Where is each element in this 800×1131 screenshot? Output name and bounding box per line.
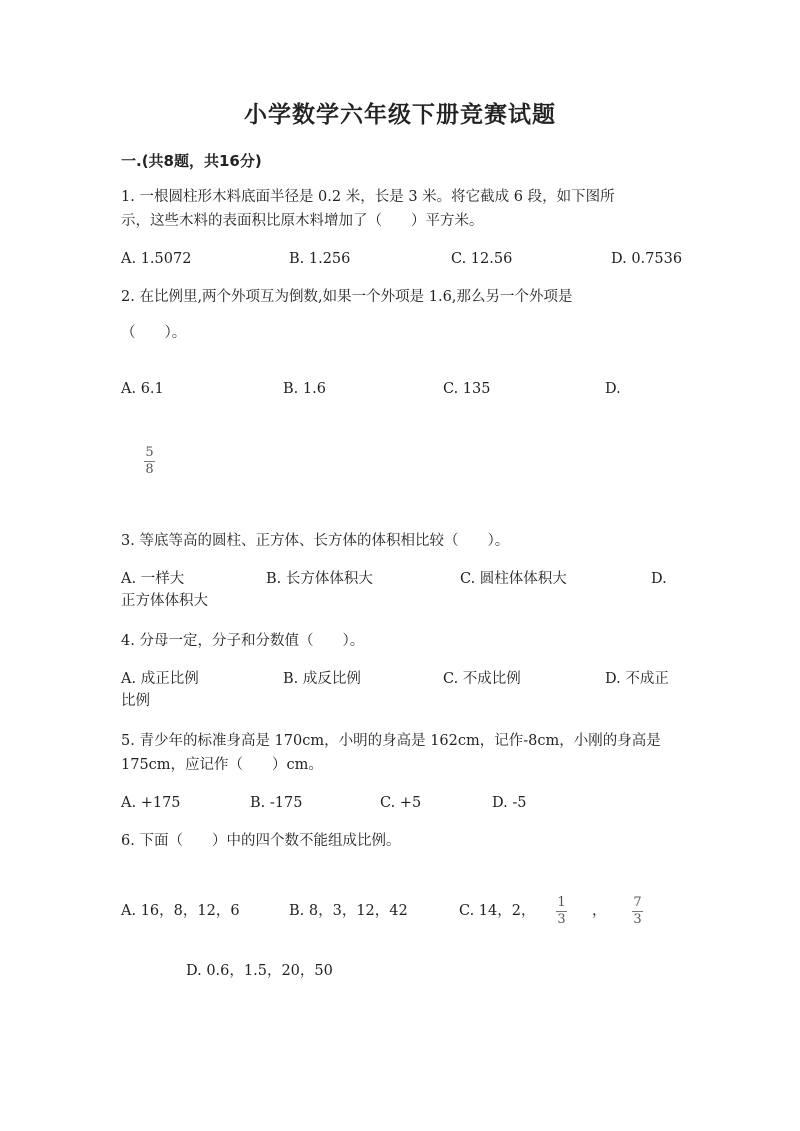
question-6-option-a: A. 16，8，12，6	[121, 903, 240, 919]
question-3-option-c: C. 圆柱体体积大	[460, 571, 567, 587]
section-heading: 一.(共8题，共16分)	[121, 152, 262, 170]
question-4-option-b: B. 成反比例	[283, 671, 361, 687]
question-1-line-2: 示，这些木料的表面积比原木料增加了（ ）平方米。	[121, 213, 484, 229]
fraction-numerator: 5	[145, 445, 154, 460]
question-5-option-c: C. +5	[380, 795, 422, 811]
question-3-option-a: A. 一样大	[121, 571, 185, 587]
question-4-option-d-continued: 比例	[121, 693, 150, 709]
question-1-option-d: D. 0.7536	[611, 251, 683, 267]
question-2-option-b: B. 1.6	[283, 381, 326, 397]
question-6-option-c-fraction-2	[632, 896, 643, 927]
fraction-denominator: 3	[633, 912, 642, 927]
question-6-option-c-separator: ，	[592, 903, 607, 919]
question-6-option-c-fraction-1	[556, 896, 567, 927]
question-6-option-d: D. 0.6，1.5，20，50	[186, 963, 333, 979]
question-5-option-b: B. -175	[250, 795, 303, 811]
question-5-option-a: A. +175	[121, 795, 181, 811]
question-1-line-1: 1. 一根圆柱形木料底面半径是 0.2 米，长是 3 米。将它截成 6 段，如下图所	[121, 189, 615, 205]
question-4-line-1: 4. 分母一定，分子和分数值（ ）。	[121, 633, 365, 649]
question-2-line-2: （ ）。	[121, 325, 187, 341]
question-4-option-a: A. 成正比例	[121, 671, 199, 687]
question-1-option-a: A. 1.5072	[121, 251, 192, 267]
question-3-line-1: 3. 等底等高的圆柱、正方体、长方体的体积相比较（ ）。	[121, 533, 510, 549]
question-6-line-1: 6. 下面（ ）中的四个数不能组成比例。	[121, 833, 401, 849]
question-6-option-c: C. 14，2，	[459, 903, 536, 919]
question-5-option-d: D. -5	[492, 795, 527, 811]
question-3-option-b: B. 长方体体积大	[266, 571, 373, 587]
question-2-option-d-fraction	[144, 446, 155, 477]
fraction-numerator: 7	[633, 895, 642, 910]
question-2-line-1: 2. 在比例里,两个外项互为倒数,如果一个外项是 1.6,那么另一个外项是	[121, 289, 573, 305]
question-1-option-c: C. 12.56	[451, 251, 513, 267]
question-5-line-2: 175cm，应记作（ ）cm。	[121, 757, 323, 773]
question-5-line-1: 5. 青少年的标准身高是 170cm，小明的身高是 162cm，记作-8cm，小刚的身高是	[121, 733, 661, 749]
question-3-option-d-continued: 正方体体积大	[121, 593, 208, 609]
fraction-denominator: 3	[557, 912, 566, 927]
question-2-option-c: C. 135	[443, 381, 491, 397]
question-1-option-b: B. 1.256	[289, 251, 351, 267]
question-3-option-d: D.	[651, 571, 667, 587]
fraction-numerator: 1	[557, 895, 566, 910]
question-4-option-d: D. 不成正	[605, 671, 669, 687]
question-4-option-c: C. 不成比例	[443, 671, 521, 687]
question-2-option-d: D.	[605, 381, 621, 397]
question-6-option-b: B. 8，3，12，42	[289, 903, 408, 919]
question-2-option-a: A. 6.1	[121, 381, 164, 397]
fraction-denominator: 8	[145, 462, 154, 477]
page-title: 小学数学六年级下册竞赛试题	[244, 102, 556, 128]
